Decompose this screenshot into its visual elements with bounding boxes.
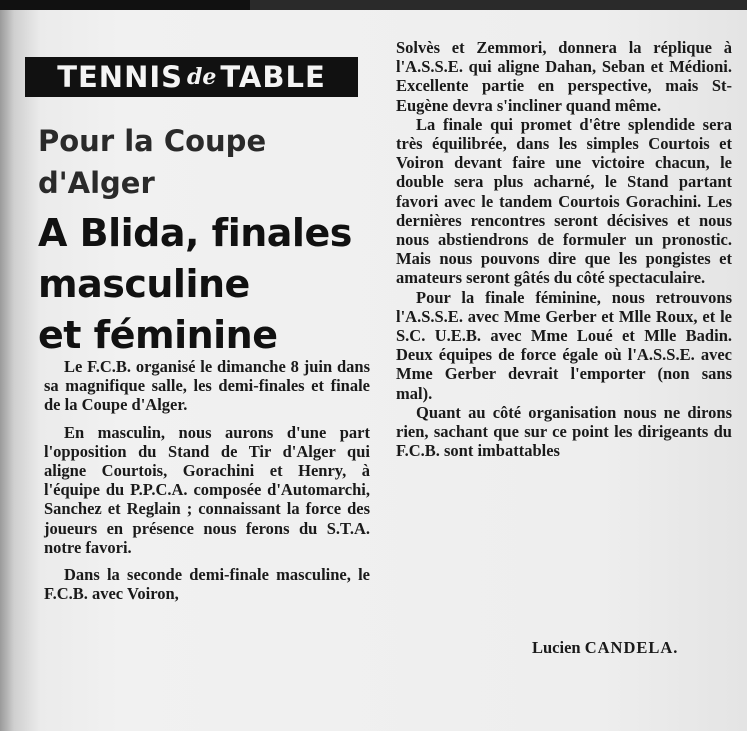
paragraph: Quant au côté organisation nous ne dirons rien, sachant que sur ce point les dirigeants du F.C.B. sont imbattables [396, 402, 732, 461]
byline-last-name: CANDELA. [584, 638, 679, 657]
paragraph: Solvès et Zemmori, donnera la réplique à l'A.S.S.E. qui aligne Dahan, Seban et Médioni. Excellente partie en perspective, mais St-Eugène devra s'incliner quand même. [396, 38, 732, 115]
section-banner [25, 57, 358, 97]
byline-first-name: Lucien [532, 638, 581, 657]
article-column-2 [396, 38, 732, 460]
headline [38, 208, 358, 361]
kicker [38, 120, 338, 204]
headline-line-3: et féminine [38, 313, 278, 357]
banner-word-de: de [187, 64, 217, 90]
top-rule-faded [250, 0, 747, 10]
headline-line-1: A Blida, finales [38, 211, 352, 255]
kicker-line-1: Pour la Coupe [38, 124, 267, 158]
paragraph: En masculin, nous aurons d'une part l'opposition du Stand de Tir d'Alger qui aligne Courtois, Gorachini et Henry, à l'équipe du P.P.C.A. composée d'Automarchi, Sanchez et Reglain ; connaissant la force des joueurs en présence nous ferons du S.T.A. notre favori. [44, 422, 370, 557]
article-column-1 [44, 357, 370, 603]
headline-line-2: masculine [38, 262, 250, 306]
byline [532, 638, 678, 658]
banner-word-tennis: TENNIS [57, 60, 184, 94]
paragraph: Dans la seconde demi-finale masculine, le F.C.B. avec Voiron, [44, 565, 370, 604]
kicker-line-2: d'Alger [38, 166, 155, 200]
paragraph: La finale qui promet d'être splendide sera très équilibrée, dans les simples Courtois et Voiron devant faire une victoire chacun, le double sera plus acharné, le Stand partant favori avec le tandem Courtois Gorachini. Les dernières rencontres seront décisives et nous nous abstiendrons de formuler un pronostic. Mais nous pouvons dire que les pongistes et amateurs seront gâtés du côté spectaculaire. [396, 114, 732, 288]
banner-word-table: TABLE [220, 60, 326, 94]
paragraph: Le F.C.B. organisé le dimanche 8 juin dans sa magnifique salle, les demi-finales et finale de la Coupe d'Alger. [44, 357, 370, 415]
paragraph: Pour la finale féminine, nous retrouvons l'A.S.S.E. avec Mme Gerber et Mlle Roux, et le S.C. U.E.B. avec Mme Loué et Mlle Badin. Deux équipes de force égale où l'A.S.S.E. avec Mme Gerber devrait l'emporter (non sans mal). [396, 287, 732, 403]
